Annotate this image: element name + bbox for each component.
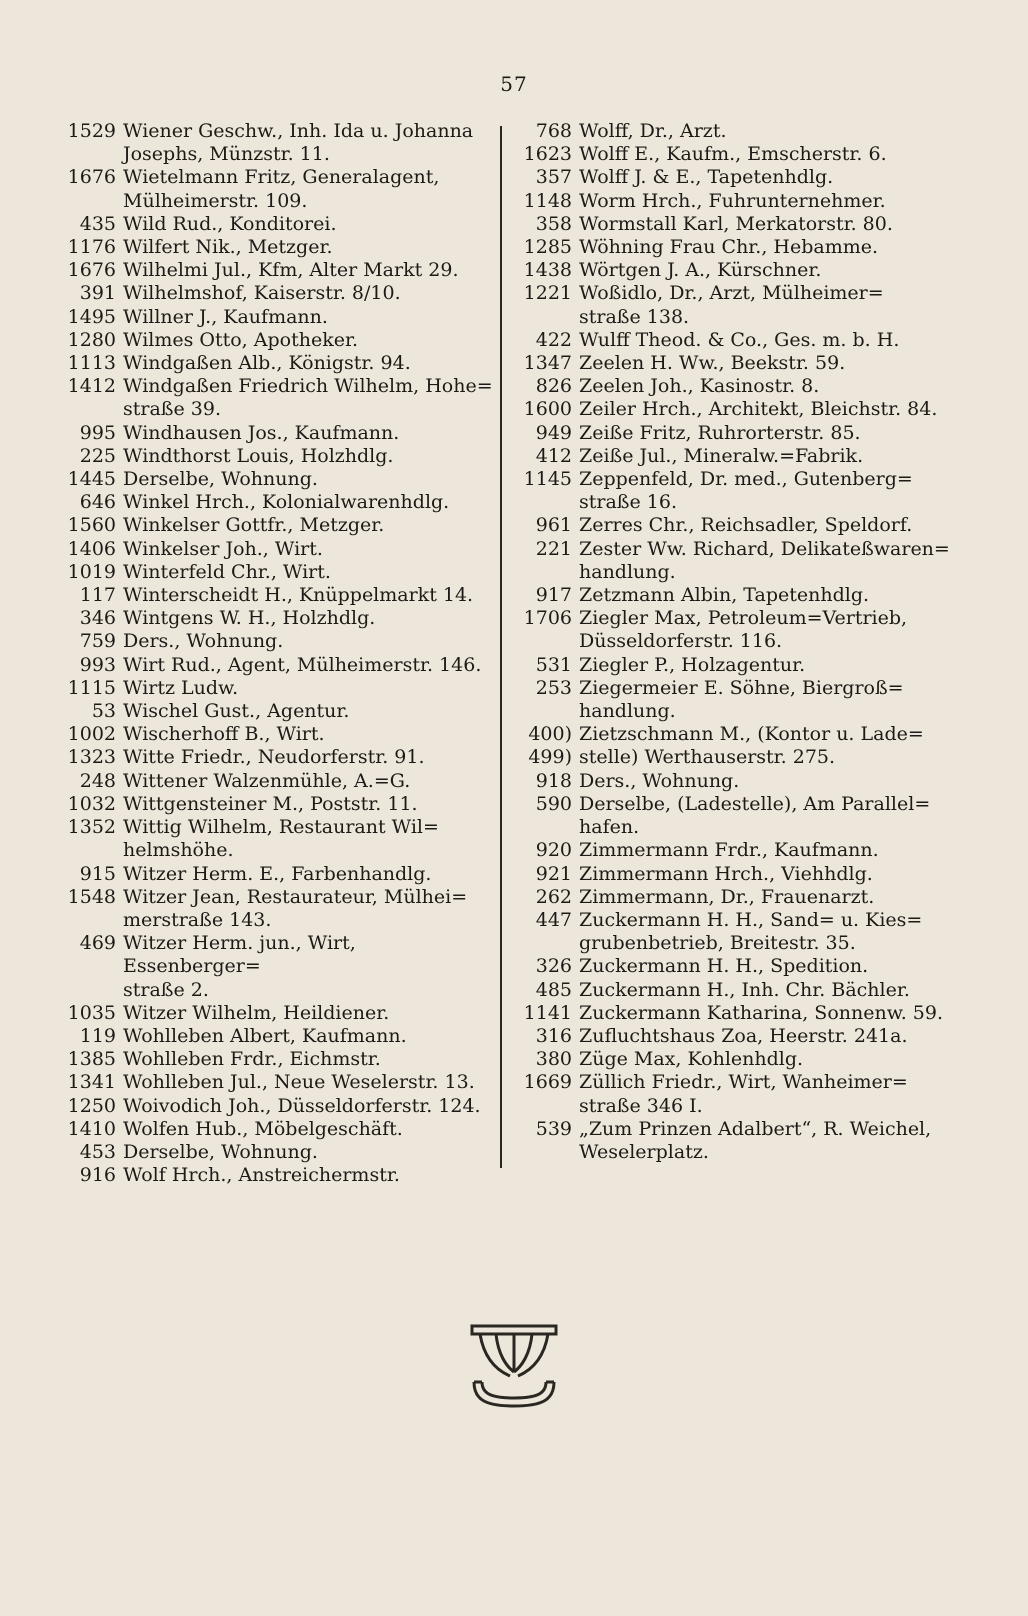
phone-number: 1529 xyxy=(67,120,116,142)
entry-text: Zeelen H. Ww., Beekstr. 59. xyxy=(579,352,846,375)
phone-number: 1141 xyxy=(523,1001,572,1024)
directory-entry xyxy=(508,1071,960,1117)
entry-text: Zuckermann H. H., Sand= u. Kies= grubenbetrieb, Breitestr. 35. xyxy=(579,908,923,955)
directory-entry xyxy=(56,538,496,561)
phone-number: 646 xyxy=(79,491,116,514)
phone-number: 262 xyxy=(535,885,572,908)
directory-entry xyxy=(508,398,960,421)
entry-text: Wohlleben Albert, Kaufmann. xyxy=(123,1024,407,1047)
directory-entry xyxy=(56,120,496,166)
directory-entry xyxy=(56,863,496,886)
page-number: 57 xyxy=(500,72,528,96)
entry-text: Wild Rud., Konditorei. xyxy=(123,212,337,235)
entry-text: Zeiler Hrch., Architekt, Bleichstr. 84. xyxy=(579,398,938,421)
entry-text: Wirt Rud., Agent, Mülheimerstr. 146. xyxy=(123,653,482,676)
directory-entry xyxy=(56,932,496,1002)
directory-entry xyxy=(56,770,496,793)
directory-entry xyxy=(56,491,496,514)
phone-number: 1145 xyxy=(523,468,572,491)
directory-entry xyxy=(56,329,496,352)
phone-number: 1035 xyxy=(67,1001,116,1024)
directory-entry xyxy=(508,979,960,1002)
entry-text: Zetzmann Albin, Tapetenhdlg. xyxy=(579,584,870,607)
directory-entry xyxy=(508,190,960,213)
phone-number: 1438 xyxy=(523,259,572,282)
directory-entry xyxy=(56,607,496,630)
entry-text: Wilhelmshof, Kaiserstr. 8/10. xyxy=(123,282,401,305)
entry-text: Wilfert Nik., Metzger. xyxy=(123,236,333,259)
entry-text: „Zum Prinzen Adalbert“, R. Weichel, Weselerplatz. xyxy=(579,1117,932,1163)
entry-text: Derselbe, Wohnung. xyxy=(123,1140,318,1163)
entry-text: Wirtz Ludw. xyxy=(123,676,239,699)
directory-entry xyxy=(508,1118,960,1164)
phone-number: 1669 xyxy=(523,1071,572,1094)
directory-entry xyxy=(56,584,496,607)
entry-text: Windthorst Louis, Holzhdlg. xyxy=(123,444,394,467)
entry-text: Ders., Wohnung. xyxy=(579,769,740,792)
phone-number: 1600 xyxy=(523,398,572,421)
directory-entry xyxy=(508,607,960,653)
entry-text: Wulff Theod. & Co., Ges. m. b. H. xyxy=(579,328,900,351)
entry-text: Worm Hrch., Fuhrunternehmer. xyxy=(579,189,886,212)
phone-number: 253 xyxy=(535,676,572,699)
entry-text: Wörtgen J. A., Kürschner. xyxy=(579,259,822,282)
entry-text: Ders., Wohnung. xyxy=(123,630,284,653)
phone-number: 1323 xyxy=(67,746,116,769)
phone-number: 918 xyxy=(535,769,572,792)
directory-entry xyxy=(508,445,960,468)
directory-entry xyxy=(508,909,960,955)
phone-number: 380 xyxy=(535,1048,572,1071)
directory-entry xyxy=(56,793,496,816)
phone-number: 1352 xyxy=(67,816,116,839)
phone-number: 1560 xyxy=(67,514,116,537)
entry-text: Zeelen Joh., Kasinostr. 8. xyxy=(579,375,820,398)
directory-entry xyxy=(508,329,960,352)
phone-number: 358 xyxy=(535,212,572,235)
directory-entry xyxy=(508,120,960,143)
directory-entry xyxy=(56,259,496,282)
entry-text: Wolfen Hub., Möbelgeschäft. xyxy=(123,1117,403,1140)
phone-number: 826 xyxy=(535,375,572,398)
entry-text: Wintgens W. H., Holzhdlg. xyxy=(123,607,376,630)
directory-entry xyxy=(508,422,960,445)
directory-entry xyxy=(56,422,496,445)
phone-number: 1548 xyxy=(67,885,116,908)
entry-text: Wöhning Frau Chr., Hebamme. xyxy=(579,236,879,259)
directory-entry xyxy=(508,468,960,514)
directory-entry xyxy=(508,863,960,886)
entry-text: Witzer Herm. E., Farbenhandlg. xyxy=(123,862,432,885)
directory-entry xyxy=(56,654,496,677)
directory-entry xyxy=(56,166,496,212)
directory-entry xyxy=(508,166,960,189)
entry-text: Winkelser Gottfr., Metzger. xyxy=(123,514,385,537)
phone-number: 1285 xyxy=(523,236,572,259)
entry-text: Winkelser Joh., Wirt. xyxy=(123,537,323,560)
entry-text: Wohlleben Frdr., Eichmstr. xyxy=(123,1048,381,1071)
phone-number: 447 xyxy=(535,908,572,931)
directory-entry xyxy=(508,236,960,259)
decorative-ornament-icon xyxy=(466,1318,562,1416)
entry-text: Ziegler Max, Petroleum=Vertrieb, Düsseldorferstr. 116. xyxy=(579,607,908,653)
phone-number: 916 xyxy=(79,1164,116,1187)
directory-entry xyxy=(508,538,960,584)
phone-number: 915 xyxy=(79,862,116,885)
phone-number: 346 xyxy=(79,607,116,630)
directory-entry xyxy=(508,955,960,978)
entry-text: Zester Ww. Richard, Delikateßwaren= handlung. xyxy=(579,537,950,583)
entry-text: Ziegler P., Holzagentur. xyxy=(579,653,806,676)
phone-number: 1495 xyxy=(67,305,116,328)
directory-entry xyxy=(56,1025,496,1048)
directory-entry xyxy=(508,352,960,375)
entry-text: Windgaßen Friedrich Wilhelm, Hohe= straße 39. xyxy=(123,375,493,421)
phone-number: 531 xyxy=(535,653,572,676)
directory-entry xyxy=(56,677,496,700)
phone-number: 1341 xyxy=(67,1071,116,1094)
phone-number: 1385 xyxy=(67,1048,116,1071)
entry-text: Zuckermann H. H., Spedition. xyxy=(579,955,869,978)
directory-entry xyxy=(508,259,960,282)
directory-entry xyxy=(56,282,496,305)
entry-text: Wietelmann Fritz, Generalagent, Mülheimerstr. 109. xyxy=(123,166,440,212)
entry-text: Züllich Friedr., Wirt, Wanheimer= straße 346 I. xyxy=(579,1071,908,1117)
directory-entry xyxy=(508,723,960,769)
directory-entry xyxy=(56,236,496,259)
phone-number: 53 xyxy=(91,700,116,723)
phone-number: 357 xyxy=(535,166,572,189)
directory-entry xyxy=(56,468,496,491)
directory-entry xyxy=(508,839,960,862)
entry-text: Derselbe, Wohnung. xyxy=(123,468,318,491)
directory-entry xyxy=(508,375,960,398)
entry-text: Wittig Wilhelm, Restaurant Wil= helmshöhe. xyxy=(123,816,439,862)
phone-number: 1676 xyxy=(67,166,116,189)
directory-entry xyxy=(508,514,960,537)
phone-number: 453 xyxy=(79,1140,116,1163)
phone-number: 1623 xyxy=(523,143,572,166)
directory-entry xyxy=(56,723,496,746)
directory-entry xyxy=(56,514,496,537)
directory-entry xyxy=(56,1071,496,1094)
directory-entry xyxy=(56,352,496,375)
phone-number: 1410 xyxy=(67,1117,116,1140)
phone-number: 1676 xyxy=(67,259,116,282)
phone-number: 422 xyxy=(535,328,572,351)
directory-entry xyxy=(508,584,960,607)
directory-entry xyxy=(56,700,496,723)
phone-number: 1406 xyxy=(67,537,116,560)
phone-number: 469 xyxy=(79,932,116,955)
entry-text: Wilhelmi Jul., Kfm, Alter Markt 29. xyxy=(123,259,459,282)
directory-entry xyxy=(508,654,960,677)
entry-text: Winterfeld Chr., Wirt. xyxy=(123,560,331,583)
phone-number: 119 xyxy=(79,1024,116,1047)
entry-text: Woivodich Joh., Düsseldorferstr. 124. xyxy=(123,1094,481,1117)
right-column xyxy=(508,120,960,1164)
directory-entry xyxy=(56,746,496,769)
entry-text: Zeppenfeld, Dr. med., Gutenberg= straße 16. xyxy=(579,468,913,514)
entry-text: Ziegermeier E. Söhne, Biergroß= handlung. xyxy=(579,676,904,723)
phone-number: 1280 xyxy=(67,328,116,351)
phone-number: 412 xyxy=(535,444,572,467)
entry-text: Zeiße Jul., Mineralw.=Fabrik. xyxy=(579,444,864,467)
phone-number: 590 xyxy=(535,792,572,815)
entry-text: Derselbe, (Ladestelle), Am Parallel= hafen. xyxy=(579,792,931,839)
entry-text: Woßidlo, Dr., Arzt, Mülheimer= straße 138. xyxy=(579,282,884,328)
phone-number: 539 xyxy=(535,1117,572,1140)
phone-number: 1019 xyxy=(67,560,116,583)
directory-entry xyxy=(508,1048,960,1071)
entry-text: Windhausen Jos., Kaufmann. xyxy=(123,421,400,444)
phone-number: 1113 xyxy=(67,352,116,375)
entry-text: Winkel Hrch., Kolonialwarenhdlg. xyxy=(123,491,450,514)
entry-text: Witzer Herm. jun., Wirt, Essenberger= straße 2. xyxy=(123,932,356,1001)
entry-text: Wolf Hrch., Anstreichermstr. xyxy=(123,1164,400,1187)
phone-number: 435 xyxy=(79,212,116,235)
entry-text: Wischerhoff B., Wirt. xyxy=(123,723,325,746)
phone-number: 1032 xyxy=(67,792,116,815)
entry-text: Willner J., Kaufmann. xyxy=(123,305,328,328)
phone-number: 117 xyxy=(79,584,116,607)
directory-entry xyxy=(56,1141,496,1164)
phone-number: 1347 xyxy=(523,352,572,375)
phone-number: 1002 xyxy=(67,723,116,746)
phone-number: 225 xyxy=(79,444,116,467)
phone-number: 917 xyxy=(535,584,572,607)
phone-number: 485 xyxy=(535,978,572,1001)
entry-text: Zufluchtshaus Zoa, Heerstr. 241a. xyxy=(579,1024,908,1047)
phone-number: 1115 xyxy=(67,676,116,699)
phone-number: 1176 xyxy=(67,236,116,259)
entry-text: Wolff E., Kaufm., Emscherstr. 6. xyxy=(579,143,887,166)
directory-entry xyxy=(56,630,496,653)
entry-text: Zimmermann, Dr., Frauenarzt. xyxy=(579,885,875,908)
entry-text: Witzer Jean, Restaurateur, Mülhei= merstraße 143. xyxy=(123,885,468,931)
phone-number: 316 xyxy=(535,1024,572,1047)
entry-text: Zietzschmann M., (Kontor u. Lade= stelle) Werthauserstr. 275. xyxy=(579,723,924,769)
entry-text: Wittgensteiner M., Poststr. 11. xyxy=(123,792,418,815)
entry-text: Windgaßen Alb., Königstr. 94. xyxy=(123,352,411,375)
entry-text: Wolff, Dr., Arzt. xyxy=(579,120,727,142)
directory-entry xyxy=(508,677,960,723)
phone-number: 1445 xyxy=(67,468,116,491)
phone-number: 961 xyxy=(535,514,572,537)
directory-entry xyxy=(56,1095,496,1118)
left-column xyxy=(56,120,496,1187)
column-divider xyxy=(500,126,502,1168)
entry-text: Witzer Wilhelm, Heildiener. xyxy=(123,1001,390,1024)
directory-entry xyxy=(56,1048,496,1071)
directory-entry xyxy=(56,816,496,862)
phone-number: 1148 xyxy=(523,189,572,212)
phone-number: 759 xyxy=(79,630,116,653)
directory-entry xyxy=(56,1164,496,1187)
directory-entry xyxy=(56,445,496,468)
entry-text: Zimmermann Frdr., Kaufmann. xyxy=(579,839,879,862)
phone-number: 920 xyxy=(535,839,572,862)
entry-text: Zeiße Fritz, Ruhrorterstr. 85. xyxy=(579,421,861,444)
entry-text: Züge Max, Kohlenhdlg. xyxy=(579,1048,804,1071)
entry-text: Zuckermann H., Inh. Chr. Bächler. xyxy=(579,978,910,1001)
entry-text: Wohlleben Jul., Neue Weselerstr. 13. xyxy=(123,1071,475,1094)
phone-number: 1412 xyxy=(67,375,116,398)
phone-number: 993 xyxy=(79,653,116,676)
phone-number: 921 xyxy=(535,862,572,885)
entry-text: Wischel Gust., Agentur. xyxy=(123,700,350,723)
directory-entry xyxy=(508,1025,960,1048)
directory-entry xyxy=(508,770,960,793)
entry-text: Zerres Chr., Reichsadler, Speldorf. xyxy=(579,514,913,537)
directory-entry xyxy=(508,1002,960,1025)
entry-text: Wilmes Otto, Apotheker. xyxy=(123,328,358,351)
phone-number: 400) 499) xyxy=(528,723,572,769)
phone-number: 326 xyxy=(535,955,572,978)
directory-entry xyxy=(56,1118,496,1141)
directory-entry xyxy=(508,886,960,909)
phone-number: 391 xyxy=(79,282,116,305)
phone-number: 1706 xyxy=(523,607,572,630)
entry-text: Wormstall Karl, Merkatorstr. 80. xyxy=(579,212,893,235)
phone-number: 768 xyxy=(535,120,572,142)
entry-text: Witte Friedr., Neudorferstr. 91. xyxy=(123,746,425,769)
entry-text: Wiener Geschw., Inh. Ida u. Johanna Josephs, Münzstr. 11. xyxy=(123,120,474,166)
directory-entry xyxy=(56,213,496,236)
phone-number: 1250 xyxy=(67,1094,116,1117)
directory-entry xyxy=(508,213,960,236)
directory-entry xyxy=(508,143,960,166)
directory-entry xyxy=(508,282,960,328)
entry-text: Wolff J. & E., Tapetenhdlg. xyxy=(579,166,834,189)
phone-number: 221 xyxy=(535,537,572,560)
entry-text: Wittener Walzenmühle, A.=G. xyxy=(123,769,411,792)
directory-entry xyxy=(56,375,496,421)
entry-text: Zuckermann Katharina, Sonnenw. 59. xyxy=(579,1001,944,1024)
directory-entry xyxy=(56,306,496,329)
entry-text: Zimmermann Hrch., Viehhdlg. xyxy=(579,862,873,885)
directory-entry xyxy=(508,793,960,839)
phone-number: 1221 xyxy=(523,282,572,305)
directory-entry xyxy=(56,886,496,932)
directory-entry xyxy=(56,561,496,584)
entry-text: Winterscheidt H., Knüppelmarkt 14. xyxy=(123,584,474,607)
phone-number: 949 xyxy=(535,421,572,444)
directory-entry xyxy=(56,1002,496,1025)
phone-number: 248 xyxy=(79,769,116,792)
phone-number: 995 xyxy=(79,421,116,444)
